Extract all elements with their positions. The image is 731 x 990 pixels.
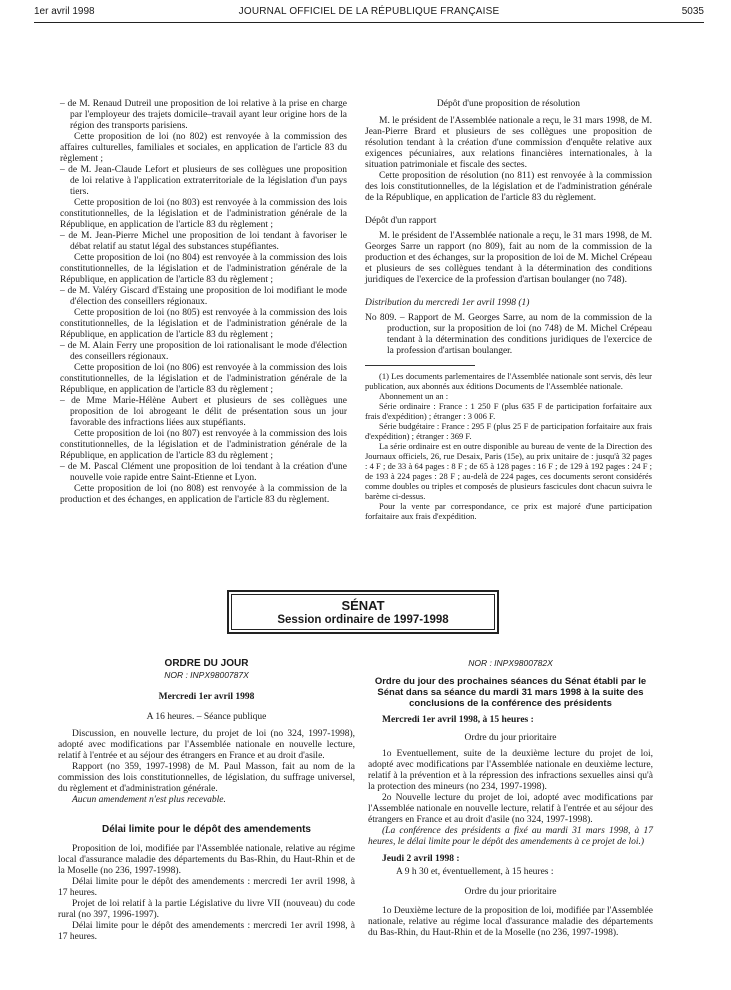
- paragraph: Délai limite pour le dépôt des amendements : mercredi 1er avril 1998, à 17 heures.: [58, 921, 355, 942]
- priority-heading: Ordre du jour prioritaire: [464, 733, 557, 743]
- header-journal-title: JOURNAL OFFICIEL DE LA RÉPUBLIQUE FRANÇAISE: [238, 6, 500, 17]
- footnote-rule: [365, 365, 475, 366]
- footnote: Série budgétaire : France : 295 F (plus 25 F de participation forfaitaire aux frais d'expédition) ; étranger : 369 F.: [365, 421, 652, 441]
- header-page-number: 5035: [681, 6, 704, 17]
- date-heading: Jeudi 2 avril 1998 :: [382, 854, 460, 864]
- header-date: 1er avril 1998: [34, 6, 95, 17]
- paragraph: 1o Eventuellement, suite de la deuxième lecture du projet de loi, adopté avec modifications par l'Assemblée nationale en deuxième lecture, relatif à la prévention et à la répression des infractions sexuelles ainsi qu'à la protection des mineurs (no 234, 1997-1998).: [368, 749, 653, 792]
- paragraph: 1o Deuxième lecture de la proposition de loi, modifiée par l'Assemblée nationale, relative au régime local d'assurance maladie des départements du Bas-Rhin, du Haut-Rhin et de la Moselle (no 236, 1997-1998).: [368, 906, 653, 938]
- paragraph: Délai limite pour le dépôt des amendements : mercredi 1er avril 1998, à 17 heures.: [58, 877, 355, 898]
- paragraph: M. le président de l'Assemblée nationale a reçu, le 31 mars 1998, de M. Jean-Pierre Brard et plusieurs de ses collègues une proposition de résolution tendant à la création d'une commission d'enquête relative aux exigences pécuniaires, aux relations financières internationales, à la situation patrimoniale et fiscale des sectes.: [365, 116, 652, 170]
- paragraph: – de M. Jean-Pierre Michel une proposition de loi tendant à favoriser le débat relatif au statut légal des substances stupéfiantes.: [60, 231, 347, 252]
- date-heading: Mercredi 1er avril 1998, à 15 heures :: [382, 715, 534, 725]
- top-right-column: [365, 99, 652, 521]
- paragraph: M. le président de l'Assemblée nationale a reçu, le 31 mars 1998, de M. Georges Sarre un rapport (no 809), fait au nom de la commission de la production et des échanges, sur la proposition de loi de M. Michel Crépeau et plusieurs de ses collègues tendant à la détermination des conditions juridiques de l'exercice de la profession d'artisan boulanger (no 748).: [365, 231, 652, 285]
- paragraph: Cette proposition de loi (no 807) est renvoyée à la commission des lois constitutionnelles, de la législation et de l'administration générale de la République, en application de l'article 83 du règlement ;: [60, 429, 347, 461]
- bottom-right-column: [368, 658, 653, 939]
- header-rule: [34, 22, 704, 23]
- paragraph: Cette proposition de loi (no 808) est renvoyée à la commission de la production et des échanges, en application de l'article 83 du règlement.: [60, 484, 347, 505]
- top-left-column: [60, 99, 347, 506]
- paragraph: Cette proposition de résolution (no 811) est renvoyée à la commission des lois constitutionnelles, de la législation et de l'administration générale de la République, en application de l'article 83 du règlement.: [365, 171, 652, 203]
- section-title: Délai limite pour le dépôt des amendements: [102, 824, 311, 835]
- paragraph: Aucun amendement n'est plus recevable.: [72, 795, 226, 805]
- paragraph: Cette proposition de loi (no 803) est renvoyée à la commission des lois constitutionnelles, de la législation et de l'administration générale de la République, en application de l'article 83 du règlement ;: [60, 198, 347, 230]
- footnote: Série ordinaire : France : 1 250 F (plus 635 F de participation forfaitaire aux frais d'expédition) ; étranger : 3 006 F.: [365, 401, 652, 421]
- paragraph: Cette proposition de loi (no 804) est renvoyée à la commission des lois constitutionnelles, de la législation et de l'administration générale de la République, en application de l'article 83 du règlement ;: [60, 253, 347, 285]
- senat-subtitle: Session ordinaire de 1997-1998: [277, 614, 449, 626]
- paragraph: Rapport (no 359, 1997-1998) de M. Paul Masson, fait au nom de la commission des lois constitutionnelles, de législation, du suffrage universel, du règlement et d'administration générale.: [58, 762, 355, 794]
- section-title: Distribution du mercredi 1er avril 1998 (1): [365, 298, 530, 308]
- section-title: Dépôt d'une proposition de résolution: [436, 99, 581, 109]
- paragraph: – de M. Pascal Clément une proposition de loi tendant à la création d'une nouvelle voie rapide entre Saint-Etienne et Lyon.: [60, 462, 347, 483]
- footnote: Abonnement un an :: [379, 391, 449, 401]
- paragraph: – de M. Jean-Claude Lefort et plusieurs de ses collègues une proposition de loi relative à l'application extraterritoriale de la législation d'un pays tiers.: [60, 165, 347, 197]
- paragraph: Discussion, en nouvelle lecture, du projet de loi (no 324, 1997-1998), adopté avec modifications par l'Assemblée nationale en nouvelle lecture, relatif à l'entrée et au séjour des étrangers en France et au droit d'asile.: [58, 729, 355, 761]
- footnote: Pour la vente par correspondance, ce prix est majoré d'une participation forfaitaire aux frais d'expédition.: [365, 501, 652, 521]
- paragraph: – de M. Alain Ferry une proposition de loi rationalisant le mode d'élection des conseillers régionaux.: [60, 341, 347, 362]
- nor-reference: NOR : INPX9800782X: [468, 658, 553, 668]
- paragraph: – de M. Valéry Giscard d'Estaing une proposition de loi modifiant le mode d'élection des conseillers régionaux.: [60, 286, 347, 307]
- senat-box: [227, 590, 499, 634]
- seance-line: A 16 heures. – Séance publique: [146, 712, 267, 722]
- date-heading: Mercredi 1er avril 1998: [158, 692, 255, 702]
- paragraph: 2o Nouvelle lecture du projet de loi, adopté avec modifications par l'Assemblée nationale en nouvelle lecture, relatif à l'entrée et au séjour des étrangers en France et au droit d'asile (no 324, 1997-1998).: [368, 793, 653, 825]
- paragraph: (La conférence des présidents a fixé au mardi 31 mars 1998, à 17 heures, le délai limite pour le dépôt des amendements à ce projet de loi.): [368, 826, 653, 847]
- paragraph: Cette proposition de loi (no 805) est renvoyée à la commission des lois constitutionnelles, de la législation et de l'administration générale de la République, en application de l'article 83 du règlement ;: [60, 308, 347, 340]
- page-header: [34, 6, 704, 20]
- footnote: La série ordinaire est en outre disponible au bureau de vente de la Direction des Journaux officiels, 26, rue Desaix, Paris (15e), au prix unitaire de : jusqu'à 32 pages : 4 F ; de 33 à 64 pages : 8 F ; de 65 à 128 pages : 16 F ; de 129 à 192 pages : 24 F ; de 193 à 224 pages : 28 F ; au-delà de 224 pages, ces documents seront considérés comme doubles ou triples et composés de plusieurs fascicules dont chacun suivra le barème ci-dessus.: [365, 441, 652, 501]
- section-title: Dépôt d'un rapport: [365, 216, 437, 226]
- bottom-left-column: [58, 658, 355, 943]
- section-title: Ordre du jour des prochaines séances du Sénat établi par le Sénat dans sa séance du mardi 31 mars 1998 à la suite des conclusions de la conférence des présidents: [374, 676, 647, 709]
- paragraph: No 809. – Rapport de M. Georges Sarre, au nom de la commission de la production, sur la proposition de loi (no 748) de M. Michel Crépeau tendant à la détermination des conditions juridiques de l'exercice de la profession d'artisan boulanger.: [365, 313, 652, 356]
- priority-heading: Ordre du jour prioritaire: [464, 887, 557, 897]
- paragraph: Proposition de loi, modifiée par l'Assemblée nationale, relative au régime local d'assurance maladie des départements du Bas-Rhin, du Haut-Rhin et de la Moselle (no 236, 1997-1998).: [58, 844, 355, 876]
- senat-title: SÉNAT: [341, 598, 385, 613]
- senat-box-inner: [231, 594, 495, 630]
- paragraph: Cette proposition de loi (no 802) est renvoyée à la commission des affaires culturelles, familiales et sociales, en application de l'article 83 du règlement ;: [60, 132, 347, 164]
- nor-reference: NOR : INPX9800787X: [164, 670, 249, 680]
- paragraph: – de Mme Marie-Hélène Aubert et plusieurs de ses collègues une proposition de loi abrogeant le délit de présentation sous un jour favorable des infractions liées aux stupéfiants.: [60, 396, 347, 428]
- time-line: A 9 h 30 et, éventuellement, à 15 heures :: [396, 867, 554, 877]
- footnote: (1) Les documents parlementaires de l'Assemblée nationale sont servis, dès leur publication, aux abonnés aux éditions Documents de l'Assemblée nationale.: [365, 371, 652, 391]
- paragraph: Projet de loi relatif à la partie Législative du livre VII (nouveau) du code rural (no 397, 1996-1997).: [58, 899, 355, 920]
- section-title: ORDRE DU JOUR: [164, 658, 249, 669]
- paragraph: Cette proposition de loi (no 806) est renvoyée à la commission des lois constitutionnelles, de la législation et de l'administration générale de la République, en application de l'article 83 du règlement ;: [60, 363, 347, 395]
- paragraph: – de M. Renaud Dutreil une proposition de loi relative à la prise en charge par l'employeur des trajets domicile–travail ayant leur origine hors de la région des transports parisiens.: [60, 99, 347, 131]
